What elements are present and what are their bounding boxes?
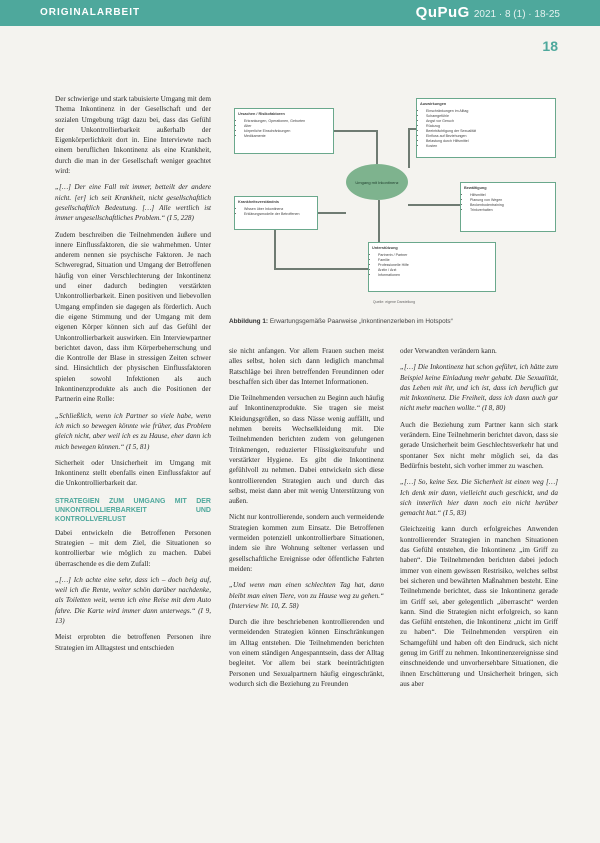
box-effects-title: Auswirkungen [420,102,447,106]
body-paragraph: Durch die ihre beschriebenen kontrollierenden und vermeidenden Strategien können Einschränkungen im Alltag entstehen. Die Teilnehmenden berichten von einem ständigen Angespanntsein, dass der Alltag begleitet. Vor allem bei stark beeinträchtigten Personen und Sexualpartnern häufig eingeschränkt, wodurch sich die Beziehung zu Freunden [229,618,384,688]
body-paragraph: Dabei entwickeln die Betroffenen Personen Strategien – mit dem Ziel, die Situationen so kontrollierbar wie möglich zu machen. Dabei überraschende es die dem Zufall: [55,528,211,568]
diagram-list-item: • körperliche Einschränkungen [244,129,330,134]
brand-name: QuPuG [415,4,470,21]
section-label: ORIGINALARBEIT [40,7,141,18]
body-paragraph: sie nicht anfangen. Vor allem Frauen suchen meist alles selbst, holen sich dann lediglich manchmal Ratschläge bei ihren betreffenden Freundinnen oder beschaffen sich über das Internet Informationen. [229,347,384,386]
page-number: 18 [542,38,558,54]
diagram-list-item: • Familie [378,258,492,263]
diagram-list-item: • Belastung durch Hilfsmittel [426,139,552,144]
box-coping [460,182,556,232]
arrow-coping [408,204,460,206]
diagram-list-item: • Partnerin / Partner [378,253,492,258]
interview-quote: „[…] So, keine Sex. Die Sicherheit ist einen weg […] Ich denk mir dann, vielleicht auch geschickt, und da sich innerlich hier dann noch ein nicht herüber gemacht hat.“ (I 5, 83) [400,478,558,518]
figure-source: Quelle: eigene Darstellung [372,300,416,304]
diagram-list-item: • Beckenbodentraining [470,203,552,208]
body-paragraph: oder Verwandten verändern kann. [400,347,497,355]
column-3 [400,346,558,695]
diagram-list-item: • Planung von Wegen [470,198,552,203]
interview-quote: „[…] Der eine Fall mit immer, betteilt der andere nicht. [er] ich seit Krankheit, nicht gesellschaftlich gesellschaftlich Bedeutung. […] Alle wertlich ist immer ungesellschaftliches Problem.“ (I 5, 228) [55,183,211,223]
box-understanding [234,196,318,230]
diagram-list-item: • Wissen über Inkontinenz [244,207,314,212]
diagram-list-item: • Beeinträchtigung der Sexualität [426,129,552,134]
journal-brand [416,4,560,21]
diagram-list-item: • Einfluss auf Beziehungen [426,134,552,139]
body-paragraph: Gleichzeitig kann durch erfolgreiches Anwenden kontrollierender Strategien in manchen Situationen das Gefühl entstehen, die Inkontinenz „im Griff zu haben“. Die Teilnehmenden berichten dabei jedoch immer von einem gewissen Restrisiko, welches selbst bei sicheren und bewährten Maßnahmen besteht. Eine Teilnehmende berichtet, dass sie Inkontinenz gerade im Griff sei, aber gelegentlich „überrascht“ werden kann. Sind die Strategien nicht erfolgreich, so kann das Gefühl entstehen, die Inkontinenz „nicht im Griff zu haben“. Die Teilnehmenden verspüren ein Schamgefühl und haben oft den Eindruck, sich nicht genug im Griff zu nehmen. Inkontinenzereignisse sind einschneidende und unvorhersehbare Situationen, die ihnen Erschütterung und Unsicherheit bringen, sich aus aber [400,525,558,688]
body-paragraph: Nicht nur kontrollierende, sondern auch vermeidende Strategien kommen zum Einsatz. Die Betroffenen vermeiden potenziell unkontrollierbare Situationen, indem sie ihre Wohnung seltener verlassen und gesellschaftliche Ereignisse oder öffentliche Fahrten meiden: [229,513,384,573]
diagram-list-item: • Professionelle Hilfe [378,263,492,268]
diagram-list-item: • Rückzug [426,124,552,129]
arrow-causes [334,130,376,132]
diagram-list-item: • Alter [244,124,330,129]
caption-text: Erwartungsgemäße Paarweise „Inkontinenzerleben im Hotspots“ [269,318,453,325]
box-support [368,242,496,292]
diagram-list-item: • Kosten [426,144,552,149]
body-paragraph: Sicherheit oder Unsicherheit im Umgang mit Inkontinenz stellt ebenfalls einen Einflussfaktor auf die Unkontrollierbarkeit dar. [55,458,211,488]
arrow-effects-down [408,128,410,168]
diagram-list-item: • Angst vor Geruch [426,119,552,124]
body-paragraph: Die Teilnehmenden versuchen zu Beginn auch häufig auf Inkontinenzprodukte. Sie tragen sie meist Kleidungsgrößen, so dass Nässe wenig auffällt, und nehmen bereits Wechselkleidung mit. Die Teilnehmenden berichten zudem von gelungenen Trinkmengen, reduzierter Flüssigkeitszufuhr und verstärkter Hygiene. Es gibt die Inkontinenz gefühlvoll zu nehmen. Dabei entwickeln sich diese kontrollierenden Strategien auch und durch das selbst, meist dann aber mit wenig Unterstützung von außen. [229,394,384,506]
arrow-loop-right [274,268,368,270]
diagram-list-item: • Hilfsmittel [470,193,552,198]
interview-quote: „Und wenn man einen schlechten Tag hat, dann bleibt man einen Tiere, von zu Hause weg zu gehen.“ (Interview Nr. 10, Z. 58) [229,581,384,610]
box-support-title: Unterstützung [372,246,398,250]
arrow-loop-down [274,230,276,268]
diagram-list-item: • Ärztin / Arzt [378,268,492,273]
box-understanding-list [238,207,314,217]
body-paragraph: Zudem beschreiben die Teilnehmenden äußere und innere Einflussfaktoren, die sie wahrnehmen. Unter anderem nennen sie psychische Faktoren. Je nach Schweregrad, Situation und Umgang der Betroffenen häufig von einer Verschlechterung der Inkontinenz und einer dadurch bedingten verstärkten Unkontrollierbarkeit. Einen positiven und liebevollen Umgang empfinden sie dagegen als förderlich. Auch die eigene Stimmung und der Umgang mit dem eigenen Körper können sich auf das Gefühl der Unkontrollierbarkeit auswirken. Ein Interviewpartner berichtet davon, dass ihm Körperbeherrschung und die Kontrolle der Blase in stressigen Zeiten schwer sind. Hinsichtlich der physischen Einflussfaktoren spielen sowohl Infektionen als auch Inkontinenzprodukte als auch die Positionen der Partnerin eine Rolle: [55,230,211,404]
box-effects [416,98,556,158]
box-causes-title: Ursachen / Risikofaktoren [238,112,285,116]
body-paragraph: Meist erprobten die betroffenen Personen ihre Strategien im Alltagstest und entschieden [55,633,211,652]
arrow-support [378,200,380,242]
diagram-list-item: • Erkrankungen, Operationen, Geburten [244,119,330,124]
diagram-list-item: • Trinkverhalten [470,208,552,213]
arrow-causes-down [376,130,378,164]
column-1 [55,94,211,659]
diagram-list-item: • Erklärungsmodelle der Betroffenen [244,212,314,217]
diagram-list-item: • Einschränkungen im Alltag [426,109,552,114]
brand-subtitle: 2021 · 8 (1) · 18-25 [473,9,560,20]
box-coping-title: Bewältigung [464,186,487,190]
interview-quote: „[…] Ich achte eine sehr, dass ich – doch beig auf, weil ich die Rente, weiter schön darüber nachdenke, als Toiletten weit, wenn ich eine Reise mit dem Auto fahre. Die Karte wird immer dann unterwegs.“ (I 9, 13) [55,575,211,626]
box-causes-list [238,119,330,139]
diagram-list-item: • Informationen [378,273,492,278]
body-paragraph: Auch die Beziehung zum Partner kann sich stark verändern. Eine Teilnehmerin berichtet davon, dass sie gerade Unsicherheit beim Geschlechtsverkehr hat und spontaner Sex nicht mehr möglich sei, da das Bedürfnis besteht, sich vorher immer zu waschen. [400,420,558,470]
diagram-list-item: • Medikamente [244,134,330,139]
interview-quote: „Schließlich, wenn ich Partner so viele habe, wenn ich mich so bewegen könnte wie früher, das Problem gleich nicht, aber weil ich es zu Hause, eher dann ich mich bewegen können.“ (I 5, 81) [55,411,211,451]
box-effects-list [420,109,552,149]
body-paragraph: Der schwierige und stark tabuisierte Umgang mit dem Thema Inkontinenz in der Gesellschaft und der sozialen Umgebung trägt dazu bei, dass das Gefühl der Unkontrollierbarkeit außerhalb der Eigenkörperlichkeit dort in. Eine Interviewte nach einem beruflichen Inkontinenz als eine Krankheit, durch die man in der Gesellschaft weniger geachtet wird: [55,95,211,176]
box-coping-list [464,193,552,213]
section-heading: STRATEGIEN ZUM UMGANG MIT DER UNKONTROLLIERBARKEIT UND KONTROLLVERLUST [55,497,211,523]
figure-caption [229,318,564,325]
center-node: Umgang mit Inkontinenz [346,164,408,200]
page-header [0,0,600,26]
box-causes [234,108,334,154]
interview-quote: „[…] Die Inkontinenz hat schon geführt, ich hätte zum Beispiel keine Einladung mehr gehabt. Die Sexualität, das Leben mit ihr, und ich ist, dass ich beruflich gut mit Inkontinenz. Die Freiheit, dass ich dann auch gar nicht mehr machen wollte.“ (I 8, 80) [400,363,558,413]
caption-label: Abbildung 1: [229,318,269,325]
column-2 [229,346,384,695]
arrow-understanding [318,212,346,214]
box-support-list [372,253,492,278]
diagram-list-item: • Schamgefühle [426,114,552,119]
figure-diagram [228,94,560,312]
box-understanding-title: Krankheitsverständnis [238,200,279,204]
